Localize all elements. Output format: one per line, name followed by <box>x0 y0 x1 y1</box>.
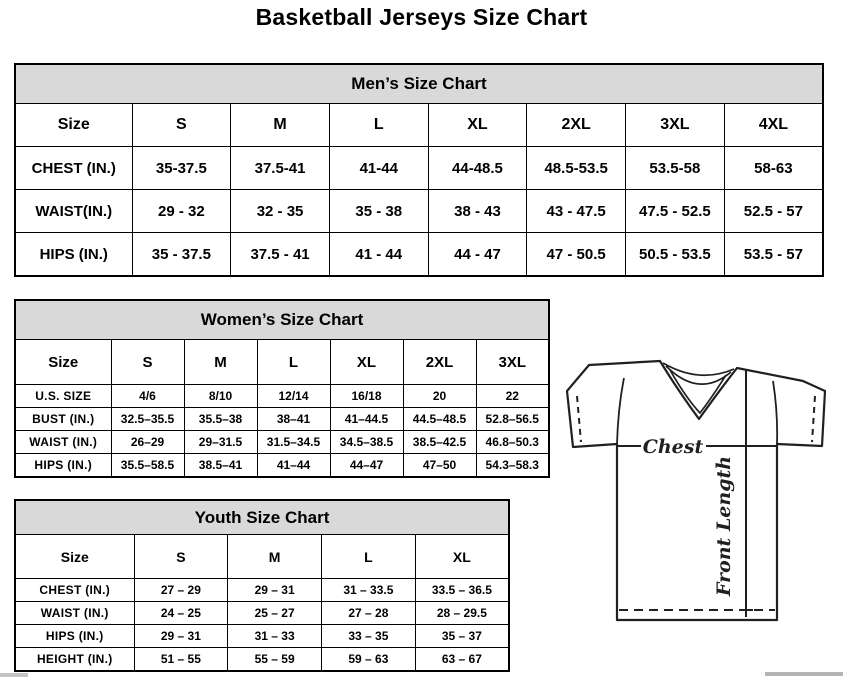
row-label-cell: HIPS (IN.) <box>15 454 111 478</box>
row-label-cell: CHEST (IN.) <box>15 147 132 190</box>
womens-table <box>14 299 550 478</box>
column-header-cell: XL <box>428 104 527 147</box>
value-cell: 28 – 29.5 <box>415 602 509 625</box>
column-header-cell: M <box>228 535 322 579</box>
value-cell: 27 – 28 <box>322 602 416 625</box>
right-cuff-dashed-line <box>812 396 815 442</box>
value-cell: 53.5-58 <box>626 147 725 190</box>
value-cell: 29 – 31 <box>228 579 322 602</box>
value-cell: 35 – 37 <box>415 625 509 648</box>
front-length-label: Front Length <box>713 455 735 597</box>
column-header-cell: M <box>184 340 257 385</box>
value-cell: 31.5–34.5 <box>257 431 330 454</box>
womens-size-chart-table <box>14 299 550 478</box>
column-header-cell: M <box>231 104 330 147</box>
column-header-cell: 2XL <box>527 104 626 147</box>
value-cell: 44-48.5 <box>428 147 527 190</box>
scrollbar-fragment-left <box>0 673 28 677</box>
column-header-cell: L <box>257 340 330 385</box>
value-cell: 29 – 31 <box>134 625 228 648</box>
value-cell: 31 – 33.5 <box>322 579 416 602</box>
value-cell: 47.5 - 52.5 <box>626 190 725 233</box>
column-header-cell: XL <box>415 535 509 579</box>
value-cell: 46.8–50.3 <box>476 431 549 454</box>
value-cell: 16/18 <box>330 385 403 408</box>
row-label-cell: WAIST (IN.) <box>15 602 134 625</box>
value-cell: 48.5-53.5 <box>527 147 626 190</box>
value-cell: 43 - 47.5 <box>527 190 626 233</box>
value-cell: 41–44.5 <box>330 408 403 431</box>
row-label-cell: BUST (IN.) <box>15 408 111 431</box>
value-cell: 37.5 - 41 <box>231 233 330 277</box>
value-cell: 12/14 <box>257 385 330 408</box>
value-cell: 22 <box>476 385 549 408</box>
column-header-cell: Size <box>15 535 134 579</box>
value-cell: 24 – 25 <box>134 602 228 625</box>
jersey-measurement-diagram <box>556 358 838 660</box>
jersey-outline <box>567 361 825 620</box>
mens-chart-title: Men’s Size Chart <box>15 64 823 104</box>
table-row <box>15 579 509 602</box>
value-cell: 59 – 63 <box>322 648 416 672</box>
column-header-cell: XL <box>330 340 403 385</box>
value-cell: 34.5–38.5 <box>330 431 403 454</box>
value-cell: 58-63 <box>724 147 823 190</box>
youth-table <box>14 499 510 672</box>
table-row <box>15 602 509 625</box>
row-label-cell: HIPS (IN.) <box>15 625 134 648</box>
column-header-cell: 4XL <box>724 104 823 147</box>
row-label-cell: CHEST (IN.) <box>15 579 134 602</box>
value-cell: 50.5 - 53.5 <box>626 233 725 277</box>
table-row <box>15 648 509 672</box>
value-cell: 54.3–58.3 <box>476 454 549 478</box>
value-cell: 47 - 50.5 <box>527 233 626 277</box>
value-cell: 8/10 <box>184 385 257 408</box>
chest-label: Chest <box>642 436 704 458</box>
value-cell: 33 – 35 <box>322 625 416 648</box>
column-header-cell: 3XL <box>476 340 549 385</box>
value-cell: 32.5–35.5 <box>111 408 184 431</box>
value-cell: 20 <box>403 385 476 408</box>
value-cell: 41-44 <box>329 147 428 190</box>
column-header-cell: 3XL <box>626 104 725 147</box>
value-cell: 37.5-41 <box>231 147 330 190</box>
column-header-cell: Size <box>15 340 111 385</box>
mens-table <box>14 63 824 277</box>
youth-size-chart-table <box>14 499 510 672</box>
value-cell: 44–47 <box>330 454 403 478</box>
womens-chart-title: Women’s Size Chart <box>15 300 549 340</box>
value-cell: 35 - 37.5 <box>132 233 231 277</box>
value-cell: 55 – 59 <box>228 648 322 672</box>
column-header-cell: 2XL <box>403 340 476 385</box>
value-cell: 38 - 43 <box>428 190 527 233</box>
row-label-cell: HEIGHT (IN.) <box>15 648 134 672</box>
value-cell: 44 - 47 <box>428 233 527 277</box>
value-cell: 29–31.5 <box>184 431 257 454</box>
row-label-cell: WAIST (IN.) <box>15 431 111 454</box>
value-cell: 44.5–48.5 <box>403 408 476 431</box>
value-cell: 41–44 <box>257 454 330 478</box>
scrollbar-fragment-right <box>765 672 843 676</box>
table-row <box>15 454 549 478</box>
value-cell: 25 – 27 <box>228 602 322 625</box>
table-row <box>15 625 509 648</box>
value-cell: 38–41 <box>257 408 330 431</box>
left-sleeve-seam <box>617 378 624 444</box>
column-header-cell: S <box>134 535 228 579</box>
column-header-cell: L <box>329 104 428 147</box>
row-label-cell: U.S. SIZE <box>15 385 111 408</box>
value-cell: 4/6 <box>111 385 184 408</box>
value-cell: 51 – 55 <box>134 648 228 672</box>
row-label-cell: WAIST(IN.) <box>15 190 132 233</box>
value-cell: 31 – 33 <box>228 625 322 648</box>
table-row <box>15 385 549 408</box>
table-row <box>15 408 549 431</box>
table-row <box>15 190 823 233</box>
page-title: Basketball Jerseys Size Chart <box>255 4 588 30</box>
value-cell: 35 - 38 <box>329 190 428 233</box>
value-cell: 47–50 <box>403 454 476 478</box>
column-header-cell: L <box>322 535 416 579</box>
column-header-cell: S <box>111 340 184 385</box>
left-cuff-dashed-line <box>577 396 581 442</box>
value-cell: 52.5 - 57 <box>724 190 823 233</box>
value-cell: 29 - 32 <box>132 190 231 233</box>
value-cell: 32 - 35 <box>231 190 330 233</box>
youth-chart-title: Youth Size Chart <box>15 500 509 535</box>
table-row <box>15 431 549 454</box>
value-cell: 63 – 67 <box>415 648 509 672</box>
value-cell: 35.5–38 <box>184 408 257 431</box>
value-cell: 27 – 29 <box>134 579 228 602</box>
right-sleeve-seam <box>773 381 777 444</box>
value-cell: 41 - 44 <box>329 233 428 277</box>
value-cell: 35.5–58.5 <box>111 454 184 478</box>
value-cell: 52.8–56.5 <box>476 408 549 431</box>
column-header-cell: Size <box>15 104 132 147</box>
column-header-cell: S <box>132 104 231 147</box>
value-cell: 53.5 - 57 <box>724 233 823 277</box>
table-row <box>15 233 823 277</box>
value-cell: 38.5–42.5 <box>403 431 476 454</box>
table-row <box>15 147 823 190</box>
row-label-cell: HIPS (IN.) <box>15 233 132 277</box>
value-cell: 26–29 <box>111 431 184 454</box>
value-cell: 33.5 – 36.5 <box>415 579 509 602</box>
value-cell: 38.5–41 <box>184 454 257 478</box>
value-cell: 35-37.5 <box>132 147 231 190</box>
mens-size-chart-table <box>14 63 824 277</box>
